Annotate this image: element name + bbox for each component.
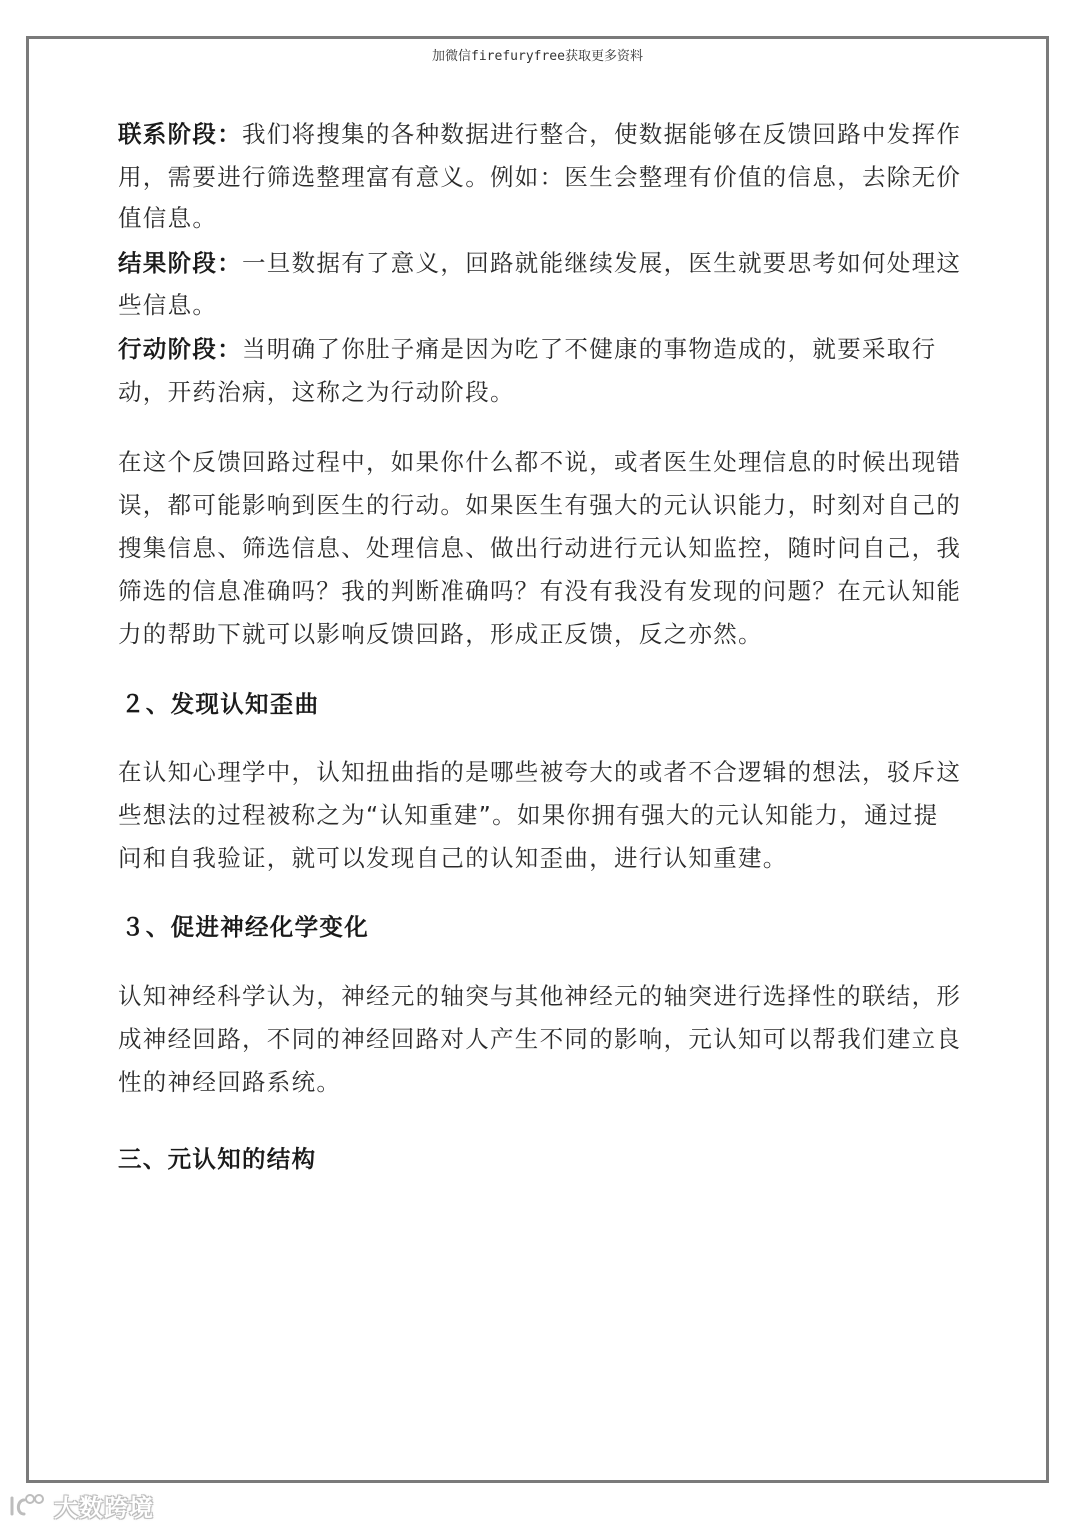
connect-stage-line-3: 值信息。 <box>118 204 218 232</box>
distortion-line-2: 些想法的过程被称之为“认知重建”。如果你拥有强大的元认知能力，通过提 <box>118 801 939 829</box>
connect-stage-text: 我们将搜集的各种数据进行整合，使数据能够在反馈回路中发挥作 <box>242 120 962 148</box>
action-stage-line-2: 动，开药治病，这称之为行动阶段。 <box>118 378 515 406</box>
result-stage-line-2: 些信息。 <box>118 291 218 319</box>
summary-line-4: 筛选的信息准确吗？我的判断准确吗？有没有我没有发现的问题？在元认知能 <box>118 577 962 605</box>
summary-line-2: 误，都可能影响到医生的行动。如果医生有强大的元认识能力，时刻对自己的 <box>118 491 962 519</box>
summary-line-5: 力的帮助下就可以影响反馈回路，形成正反馈，反之亦然。 <box>118 620 763 648</box>
heading-neurochemical-change: ３、促进神经化学变化 <box>121 913 369 941</box>
connect-stage-line-2: 用，需要进行筛选整理富有意义。例如：医生会整理有价值的信息，去除无价 <box>118 163 962 191</box>
connect-stage-label: 联系阶段： <box>118 120 242 148</box>
watermark-text: 大数跨境 <box>54 1493 154 1522</box>
heading-metacognition-structure: 三、元认知的结构 <box>118 1145 317 1173</box>
action-stage-line-1 <box>118 334 936 364</box>
neuro-line-2: 成神经回路，不同的神经回路对人产生不同的影响，元认知可以帮我们建立良 <box>118 1025 962 1053</box>
action-stage-label: 行动阶段： <box>118 335 242 363</box>
distortion-line-3: 问和自我验证，就可以发现自己的认知歪曲，进行认知重建。 <box>118 844 788 872</box>
distortion-line-1: 在认知心理学中，认知扭曲指的是哪些被夸大的或者不合逻辑的想法，驳斥这 <box>118 758 962 786</box>
neuro-line-1: 认知神经科学认为，神经元的轴突与其他神经元的轴突进行选择性的联结，形 <box>118 982 962 1010</box>
heading-discover-distortion: ２、发现认知歪曲 <box>121 690 320 718</box>
result-stage-line-1 <box>118 248 961 278</box>
watermark <box>8 1490 154 1520</box>
summary-line-3: 搜集信息、筛选信息、处理信息、做出行动进行元认知监控，随时问自己，我 <box>118 534 962 562</box>
action-stage-text: 当明确了你肚子痛是因为吃了不健康的事物造成的，就要采取行 <box>242 335 937 363</box>
neuro-line-3: 性的神经回路系统。 <box>118 1068 342 1096</box>
summary-line-1: 在这个反馈回路过程中，如果你什么都不说，或者医生处理信息的时候出现错 <box>118 448 962 476</box>
brand-logo-icon <box>8 1492 48 1518</box>
result-stage-text: 一旦数据有了意义，回路就能继续发展，医生就要思考如何处理这 <box>242 249 962 277</box>
header-note: 加微信firefuryfree获取更多资料 <box>432 49 643 64</box>
result-stage-label: 结果阶段： <box>118 249 242 277</box>
connect-stage-line-1 <box>118 119 961 149</box>
